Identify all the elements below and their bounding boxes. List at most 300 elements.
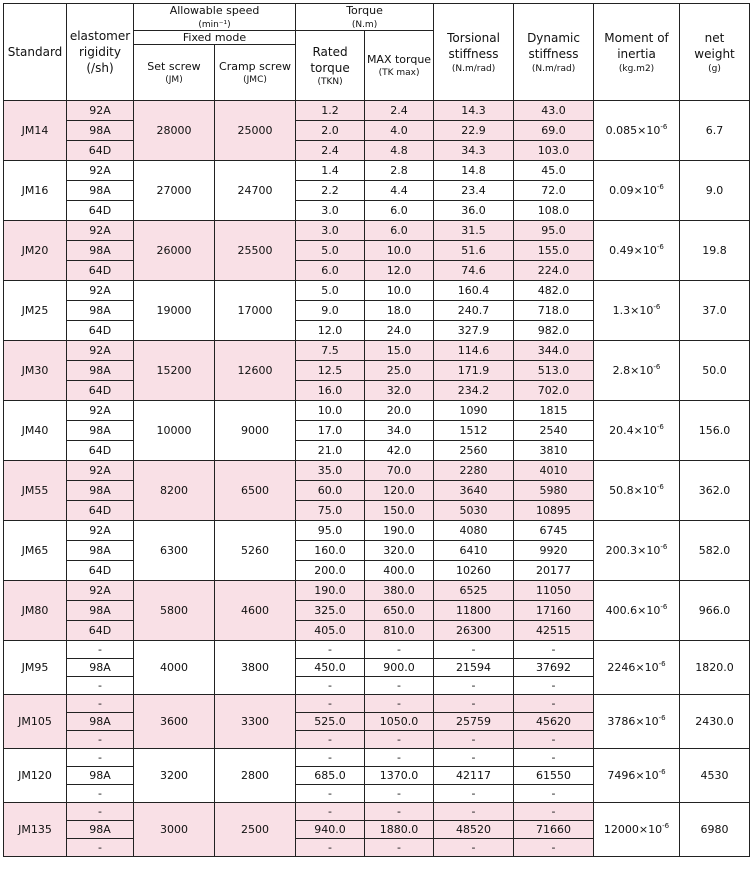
header-allowable-speed: Allowable speed (min⁻¹) [134, 4, 296, 31]
max-torque-cell: - [365, 803, 434, 821]
net-weight-cell: 582.0 [680, 521, 750, 581]
dynamic-stiffness-cell: 224.0 [514, 261, 594, 281]
dynamic-stiffness-cell: 155.0 [514, 241, 594, 261]
torsional-stiffness-cell: 114.6 [434, 341, 514, 361]
torsional-stiffness-cell: 42117 [434, 767, 514, 785]
net-weight-cell: 966.0 [680, 581, 750, 641]
rated-torque-cell: - [296, 731, 365, 749]
torsional-stiffness-cell: 48520 [434, 821, 514, 839]
max-torque-cell: 900.0 [365, 659, 434, 677]
model-name-cell: JM120 [4, 749, 67, 803]
cramp-screw-speed-cell: 6500 [215, 461, 296, 521]
dynamic-stiffness-cell: - [514, 839, 594, 857]
torsional-stiffness-cell: 6525 [434, 581, 514, 601]
torsional-stiffness-cell: 1512 [434, 421, 514, 441]
set-screw-speed-cell: 10000 [134, 401, 215, 461]
dynamic-stiffness-cell: 95.0 [514, 221, 594, 241]
inertia-value: 50.8×10 [609, 484, 657, 497]
torsional-stiffness-cell: 5030 [434, 501, 514, 521]
model-name-cell: JM16 [4, 161, 67, 221]
dynamic-stiffness-cell: 5980 [514, 481, 594, 501]
torsional-stiffness-cell: 1090 [434, 401, 514, 421]
header-elastomer-rigidity: elastomer rigidity (/sh) [67, 4, 134, 101]
dynamic-stiffness-cell: 108.0 [514, 201, 594, 221]
net-weight-cell: 156.0 [680, 401, 750, 461]
dynamic-stiffness-cell: 6745 [514, 521, 594, 541]
dynamic-stiffness-cell: 982.0 [514, 321, 594, 341]
model-name-cell: JM20 [4, 221, 67, 281]
hardness-cell: 92A [67, 101, 134, 121]
torsional-stiffness-cell: 14.8 [434, 161, 514, 181]
rated-torque-cell: 160.0 [296, 541, 365, 561]
table-row [4, 581, 750, 601]
hardness-cell: 64D [67, 321, 134, 341]
torsional-stiffness-cell: 26300 [434, 621, 514, 641]
header-max-torque: MAX torque (TK max) [365, 31, 434, 101]
torsional-stiffness-cell: 36.0 [434, 201, 514, 221]
hardness-cell: 92A [67, 341, 134, 361]
hardness-cell: 98A [67, 241, 134, 261]
net-weight-cell: 6980 [680, 803, 750, 857]
hardness-cell: 92A [67, 581, 134, 601]
max-torque-cell: - [365, 641, 434, 659]
dynamic-stiffness-cell: - [514, 803, 594, 821]
spec-table-body [4, 101, 750, 857]
torsional-stiffness-cell: 74.6 [434, 261, 514, 281]
net-weight-cell: 37.0 [680, 281, 750, 341]
inertia-value: 2246×10 [607, 661, 659, 674]
model-name-cell: JM25 [4, 281, 67, 341]
max-torque-cell: 4.4 [365, 181, 434, 201]
torsional-stiffness-cell: 25759 [434, 713, 514, 731]
hardness-cell: 92A [67, 521, 134, 541]
inertia-exponent: -6 [658, 768, 666, 776]
header-fixed-mode: Fixed mode [134, 31, 296, 45]
max-torque-cell: 1050.0 [365, 713, 434, 731]
max-torque-cell: 120.0 [365, 481, 434, 501]
torsional-stiffness-cell: 14.3 [434, 101, 514, 121]
max-torque-cell: 650.0 [365, 601, 434, 621]
dynamic-stiffness-cell: 20177 [514, 561, 594, 581]
rated-torque-cell: 10.0 [296, 401, 365, 421]
hardness-cell: 98A [67, 361, 134, 381]
max-torque-cell: 42.0 [365, 441, 434, 461]
rated-torque-cell: - [296, 677, 365, 695]
dynamic-stiffness-cell: - [514, 749, 594, 767]
table-row [4, 341, 750, 361]
torsional-stiffness-cell: - [434, 803, 514, 821]
model-name-cell: JM40 [4, 401, 67, 461]
torsional-stiffness-cell: - [434, 695, 514, 713]
max-torque-cell: 1880.0 [365, 821, 434, 839]
model-name-cell: JM95 [4, 641, 67, 695]
hardness-cell: 92A [67, 161, 134, 181]
torsional-stiffness-cell: 160.4 [434, 281, 514, 301]
hardness-cell: 98A [67, 481, 134, 501]
set-screw-speed-cell: 27000 [134, 161, 215, 221]
model-name-cell: JM65 [4, 521, 67, 581]
dynamic-stiffness-cell: 3810 [514, 441, 594, 461]
table-row [4, 695, 750, 713]
hardness-cell: 98A [67, 541, 134, 561]
hardness-cell: 92A [67, 281, 134, 301]
set-screw-speed-cell: 6300 [134, 521, 215, 581]
cramp-screw-speed-cell: 3300 [215, 695, 296, 749]
hardness-cell: 92A [67, 461, 134, 481]
dynamic-stiffness-cell: 45620 [514, 713, 594, 731]
inertia-exponent: -6 [656, 243, 664, 251]
rated-torque-cell: 17.0 [296, 421, 365, 441]
max-torque-cell: 24.0 [365, 321, 434, 341]
torsional-stiffness-cell: 327.9 [434, 321, 514, 341]
max-torque-cell: 190.0 [365, 521, 434, 541]
dynamic-stiffness-cell: 37692 [514, 659, 594, 677]
rated-torque-cell: - [296, 695, 365, 713]
max-torque-cell: 12.0 [365, 261, 434, 281]
cramp-screw-speed-cell: 4600 [215, 581, 296, 641]
rated-torque-cell: 1.4 [296, 161, 365, 181]
torsional-stiffness-cell: 6410 [434, 541, 514, 561]
dynamic-stiffness-cell: - [514, 677, 594, 695]
dynamic-stiffness-cell: - [514, 731, 594, 749]
table-row [4, 221, 750, 241]
hardness-cell: 64D [67, 561, 134, 581]
table-row [4, 749, 750, 767]
inertia-value: 3786×10 [607, 715, 659, 728]
model-name-cell: JM80 [4, 581, 67, 641]
rated-torque-cell: 75.0 [296, 501, 365, 521]
inertia-value: 0.09×10 [609, 184, 657, 197]
moment-of-inertia-cell [594, 641, 680, 695]
hardness-cell: - [67, 749, 134, 767]
set-screw-speed-cell: 3200 [134, 749, 215, 803]
hardness-cell: 64D [67, 441, 134, 461]
set-screw-speed-cell: 4000 [134, 641, 215, 695]
header-cramp-screw: Cramp screw (JMC) [215, 45, 296, 101]
dynamic-stiffness-cell: 72.0 [514, 181, 594, 201]
cramp-screw-speed-cell: 9000 [215, 401, 296, 461]
inertia-exponent: -6 [660, 543, 668, 551]
rated-torque-cell: 325.0 [296, 601, 365, 621]
rated-torque-cell: 95.0 [296, 521, 365, 541]
net-weight-cell: 6.7 [680, 101, 750, 161]
net-weight-cell: 362.0 [680, 461, 750, 521]
inertia-value: 20.4×10 [609, 424, 657, 437]
inertia-exponent: -6 [653, 363, 661, 371]
hardness-cell: - [67, 785, 134, 803]
moment-of-inertia-cell [594, 221, 680, 281]
dynamic-stiffness-cell: 11050 [514, 581, 594, 601]
header-torque: Torque (N.m) [296, 4, 434, 31]
model-name-cell: JM30 [4, 341, 67, 401]
rated-torque-cell: 60.0 [296, 481, 365, 501]
header-standard: Standard [4, 4, 67, 101]
cramp-screw-speed-cell: 24700 [215, 161, 296, 221]
rated-torque-cell: 190.0 [296, 581, 365, 601]
hardness-cell: 64D [67, 261, 134, 281]
max-torque-cell: 400.0 [365, 561, 434, 581]
inertia-exponent: -6 [656, 183, 664, 191]
set-screw-speed-cell: 26000 [134, 221, 215, 281]
hardness-cell: 92A [67, 401, 134, 421]
torsional-stiffness-cell: 234.2 [434, 381, 514, 401]
table-row [4, 161, 750, 181]
torsional-stiffness-cell: - [434, 785, 514, 803]
moment-of-inertia-cell [594, 281, 680, 341]
header-rated-torque: Rated torque (TKN) [296, 31, 365, 101]
hardness-cell: 98A [67, 121, 134, 141]
torsional-stiffness-cell: 31.5 [434, 221, 514, 241]
rated-torque-cell: 16.0 [296, 381, 365, 401]
max-torque-cell: 15.0 [365, 341, 434, 361]
dynamic-stiffness-cell: 61550 [514, 767, 594, 785]
torsional-stiffness-cell: 34.3 [434, 141, 514, 161]
cramp-screw-speed-cell: 25000 [215, 101, 296, 161]
rated-torque-cell: 1.2 [296, 101, 365, 121]
max-torque-cell: 10.0 [365, 281, 434, 301]
moment-of-inertia-cell [594, 803, 680, 857]
inertia-exponent: -6 [660, 603, 668, 611]
hardness-cell: - [67, 803, 134, 821]
max-torque-cell: 18.0 [365, 301, 434, 321]
inertia-value: 2.8×10 [612, 364, 654, 377]
torsional-stiffness-cell: 51.6 [434, 241, 514, 261]
dynamic-stiffness-cell: 9920 [514, 541, 594, 561]
torsional-stiffness-cell: - [434, 731, 514, 749]
max-torque-cell: 34.0 [365, 421, 434, 441]
inertia-value: 7496×10 [607, 769, 659, 782]
table-row [4, 641, 750, 659]
rated-torque-cell: 450.0 [296, 659, 365, 677]
max-torque-cell: 6.0 [365, 221, 434, 241]
moment-of-inertia-cell [594, 461, 680, 521]
torsional-stiffness-cell: 23.4 [434, 181, 514, 201]
rated-torque-cell: 2.2 [296, 181, 365, 201]
max-torque-cell: 10.0 [365, 241, 434, 261]
set-screw-speed-cell: 5800 [134, 581, 215, 641]
moment-of-inertia-cell [594, 341, 680, 401]
table-row [4, 803, 750, 821]
cramp-screw-speed-cell: 12600 [215, 341, 296, 401]
rated-torque-cell: - [296, 641, 365, 659]
hardness-cell: 64D [67, 201, 134, 221]
hardness-cell: 98A [67, 421, 134, 441]
max-torque-cell: 4.0 [365, 121, 434, 141]
model-name-cell: JM105 [4, 695, 67, 749]
moment-of-inertia-cell [594, 101, 680, 161]
max-torque-cell: 380.0 [365, 581, 434, 601]
rated-torque-cell: 3.0 [296, 221, 365, 241]
table-row [4, 101, 750, 121]
set-screw-speed-cell: 19000 [134, 281, 215, 341]
cramp-screw-speed-cell: 2500 [215, 803, 296, 857]
dynamic-stiffness-cell: 4010 [514, 461, 594, 481]
dynamic-stiffness-cell: 718.0 [514, 301, 594, 321]
hardness-cell: 98A [67, 821, 134, 839]
max-torque-cell: - [365, 695, 434, 713]
set-screw-speed-cell: 8200 [134, 461, 215, 521]
inertia-exponent: -6 [658, 714, 666, 722]
torsional-stiffness-cell: 3640 [434, 481, 514, 501]
net-weight-cell: 1820.0 [680, 641, 750, 695]
model-name-cell: JM55 [4, 461, 67, 521]
dynamic-stiffness-cell: 702.0 [514, 381, 594, 401]
rated-torque-cell: - [296, 785, 365, 803]
table-row [4, 461, 750, 481]
dynamic-stiffness-cell: 103.0 [514, 141, 594, 161]
rated-torque-cell: 21.0 [296, 441, 365, 461]
net-weight-cell: 4530 [680, 749, 750, 803]
moment-of-inertia-cell [594, 749, 680, 803]
hardness-cell: - [67, 677, 134, 695]
inertia-exponent: -6 [658, 660, 666, 668]
table-row [4, 401, 750, 421]
set-screw-speed-cell: 3600 [134, 695, 215, 749]
header-net-weight: net weight (g) [680, 4, 750, 101]
dynamic-stiffness-cell: 344.0 [514, 341, 594, 361]
inertia-value: 200.3×10 [605, 544, 661, 557]
hardness-cell: 98A [67, 767, 134, 785]
torsional-stiffness-cell: 171.9 [434, 361, 514, 381]
hardness-cell: 64D [67, 621, 134, 641]
model-name-cell: JM135 [4, 803, 67, 857]
set-screw-speed-cell: 3000 [134, 803, 215, 857]
header-torsional-stiffness: Torsional stiffness (N.m/rad) [434, 4, 514, 101]
rated-torque-cell: 5.0 [296, 241, 365, 261]
max-torque-cell: 70.0 [365, 461, 434, 481]
inertia-value: 0.085×10 [605, 124, 661, 137]
hardness-cell: 98A [67, 659, 134, 677]
hardness-cell: - [67, 695, 134, 713]
rated-torque-cell: 5.0 [296, 281, 365, 301]
header-dynamic-stiffness: Dynamic stiffness (N.m/rad) [514, 4, 594, 101]
moment-of-inertia-cell [594, 581, 680, 641]
cramp-screw-speed-cell: 25500 [215, 221, 296, 281]
set-screw-speed-cell: 15200 [134, 341, 215, 401]
cramp-screw-speed-cell: 5260 [215, 521, 296, 581]
hardness-cell: 64D [67, 141, 134, 161]
rated-torque-cell: 940.0 [296, 821, 365, 839]
torsional-stiffness-cell: 2560 [434, 441, 514, 461]
dynamic-stiffness-cell: 482.0 [514, 281, 594, 301]
cramp-screw-speed-cell: 2800 [215, 749, 296, 803]
max-torque-cell: - [365, 677, 434, 695]
dynamic-stiffness-cell: 1815 [514, 401, 594, 421]
rated-torque-cell: - [296, 749, 365, 767]
inertia-exponent: -6 [660, 123, 668, 131]
rated-torque-cell: 2.4 [296, 141, 365, 161]
hardness-cell: - [67, 839, 134, 857]
inertia-exponent: -6 [656, 423, 664, 431]
torsional-stiffness-cell: - [434, 749, 514, 767]
net-weight-cell: 2430.0 [680, 695, 750, 749]
rated-torque-cell: 2.0 [296, 121, 365, 141]
header-moment-of-inertia: Moment of inertia (kg.m2) [594, 4, 680, 101]
rated-torque-cell: 3.0 [296, 201, 365, 221]
rated-torque-cell: 200.0 [296, 561, 365, 581]
dynamic-stiffness-cell: 17160 [514, 601, 594, 621]
inertia-value: 1.3×10 [612, 304, 654, 317]
hardness-cell: 64D [67, 501, 134, 521]
torsional-stiffness-cell: - [434, 641, 514, 659]
dynamic-stiffness-cell: 42515 [514, 621, 594, 641]
rated-torque-cell: - [296, 839, 365, 857]
max-torque-cell: 150.0 [365, 501, 434, 521]
torsional-stiffness-cell: 22.9 [434, 121, 514, 141]
max-torque-cell: 320.0 [365, 541, 434, 561]
torsional-stiffness-cell: 21594 [434, 659, 514, 677]
hardness-cell: 98A [67, 301, 134, 321]
hardness-cell: - [67, 731, 134, 749]
rated-torque-cell: - [296, 803, 365, 821]
inertia-value: 12000×10 [603, 823, 663, 836]
max-torque-cell: 20.0 [365, 401, 434, 421]
torsional-stiffness-cell: 2280 [434, 461, 514, 481]
max-torque-cell: 810.0 [365, 621, 434, 641]
torsional-stiffness-cell: 10260 [434, 561, 514, 581]
torsional-stiffness-cell: 240.7 [434, 301, 514, 321]
max-torque-cell: - [365, 749, 434, 767]
rated-torque-cell: 6.0 [296, 261, 365, 281]
moment-of-inertia-cell [594, 521, 680, 581]
moment-of-inertia-cell [594, 401, 680, 461]
net-weight-cell: 19.8 [680, 221, 750, 281]
max-torque-cell: 2.4 [365, 101, 434, 121]
inertia-value: 0.49×10 [609, 244, 657, 257]
set-screw-speed-cell: 28000 [134, 101, 215, 161]
hardness-cell: 92A [67, 221, 134, 241]
inertia-exponent: -6 [656, 483, 664, 491]
hardness-cell: 98A [67, 713, 134, 731]
rated-torque-cell: 525.0 [296, 713, 365, 731]
torsional-stiffness-cell: 4080 [434, 521, 514, 541]
max-torque-cell: - [365, 731, 434, 749]
inertia-value: 400.6×10 [605, 604, 661, 617]
table-row [4, 521, 750, 541]
dynamic-stiffness-cell: 45.0 [514, 161, 594, 181]
rated-torque-cell: 7.5 [296, 341, 365, 361]
rated-torque-cell: 405.0 [296, 621, 365, 641]
model-name-cell: JM14 [4, 101, 67, 161]
rated-torque-cell: 35.0 [296, 461, 365, 481]
inertia-exponent: -6 [662, 822, 670, 830]
net-weight-cell: 50.0 [680, 341, 750, 401]
moment-of-inertia-cell [594, 161, 680, 221]
cramp-screw-speed-cell: 3800 [215, 641, 296, 695]
hardness-cell: - [67, 641, 134, 659]
max-torque-cell: 2.8 [365, 161, 434, 181]
dynamic-stiffness-cell: 69.0 [514, 121, 594, 141]
max-torque-cell: 4.8 [365, 141, 434, 161]
coupling-spec-table [3, 3, 750, 857]
rated-torque-cell: 685.0 [296, 767, 365, 785]
max-torque-cell: - [365, 839, 434, 857]
torsional-stiffness-cell: 11800 [434, 601, 514, 621]
hardness-cell: 64D [67, 381, 134, 401]
moment-of-inertia-cell [594, 695, 680, 749]
hardness-cell: 98A [67, 601, 134, 621]
dynamic-stiffness-cell: - [514, 641, 594, 659]
dynamic-stiffness-cell: 71660 [514, 821, 594, 839]
dynamic-stiffness-cell: 10895 [514, 501, 594, 521]
hardness-cell: 98A [67, 181, 134, 201]
inertia-exponent: -6 [653, 303, 661, 311]
torsional-stiffness-cell: - [434, 839, 514, 857]
max-torque-cell: 1370.0 [365, 767, 434, 785]
max-torque-cell: 25.0 [365, 361, 434, 381]
header-set-screw: Set screw (JM) [134, 45, 215, 101]
net-weight-cell: 9.0 [680, 161, 750, 221]
